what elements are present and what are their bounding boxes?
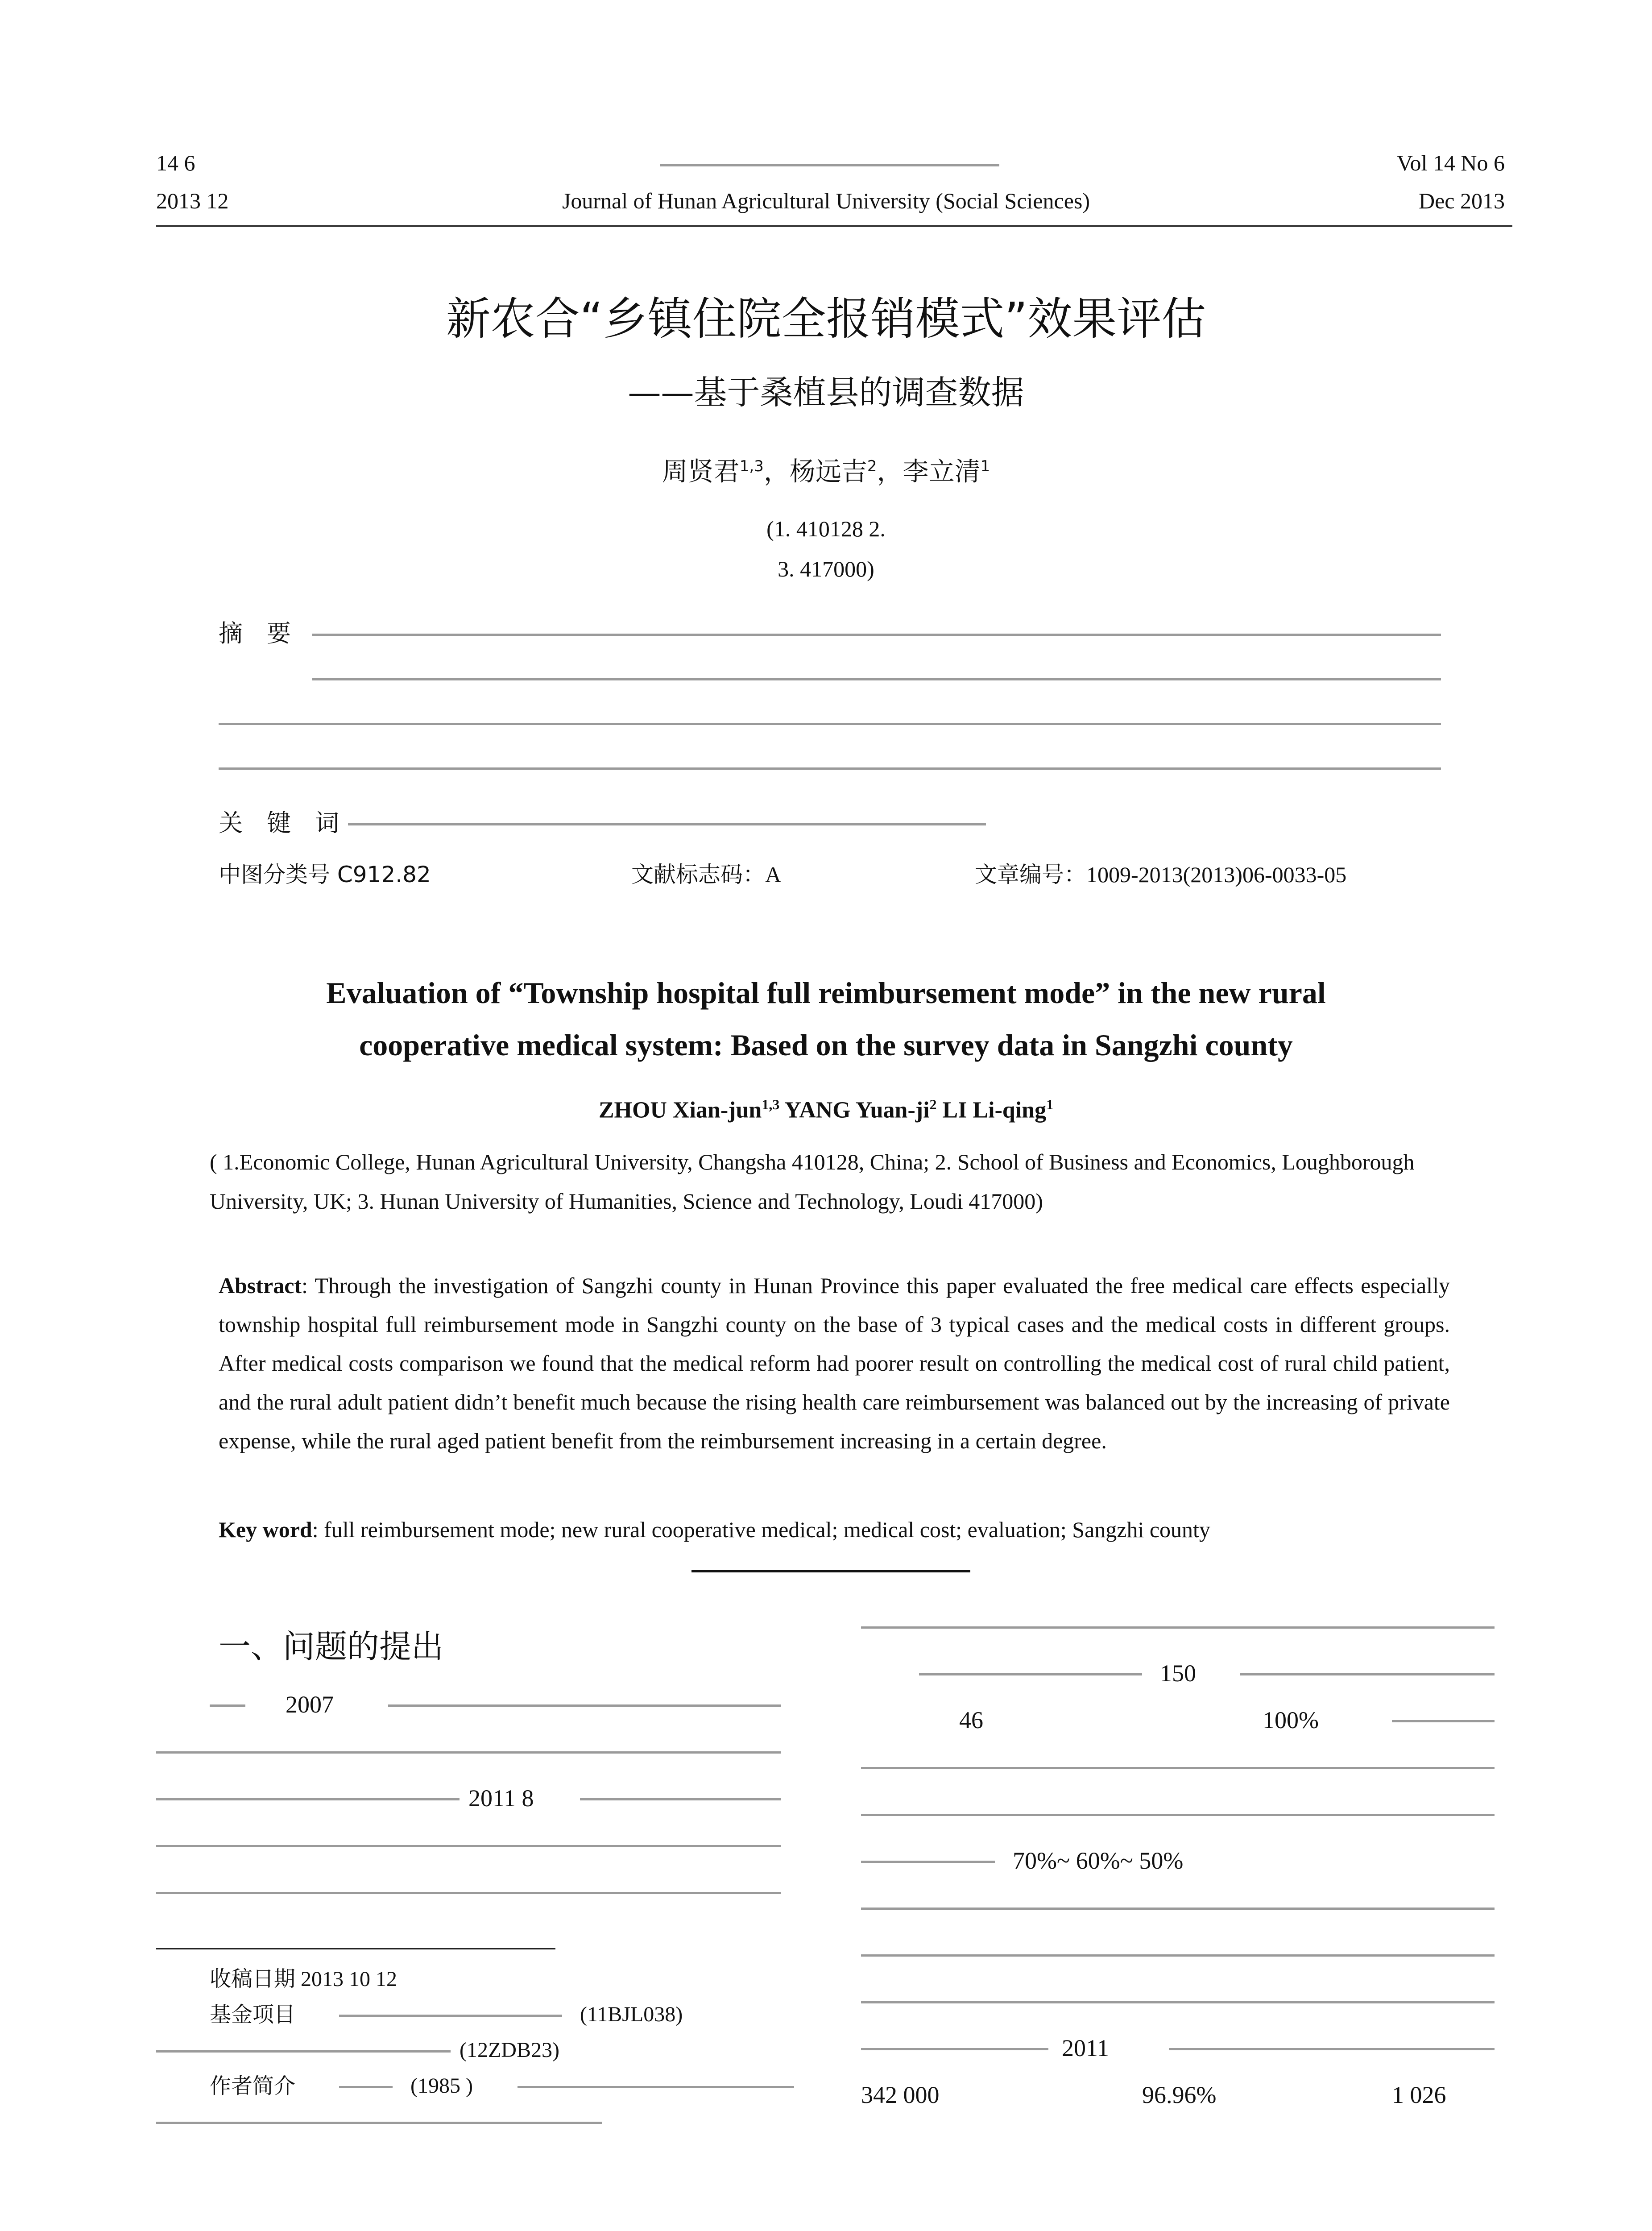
article-number <box>975 859 1346 890</box>
received-label: 收稿日期 <box>210 1966 296 1991</box>
body-unreadable <box>861 2001 1495 2003</box>
author-name: 杨远吉 <box>789 456 867 487</box>
document-code <box>631 859 781 890</box>
author-bio-unreadable <box>156 2122 602 2124</box>
fund-code-2: (12ZDB23) <box>460 2038 559 2062</box>
body-unreadable <box>1392 1720 1495 1722</box>
fund-label: 基金项目 <box>210 2002 296 2027</box>
keywords-en-label: Key word <box>219 1517 312 1542</box>
fund-unreadable <box>156 2050 451 2053</box>
article-number-value: 1009-2013(2013)06-0033-05 <box>1086 862 1347 887</box>
header-date-en: Dec 2013 <box>1419 188 1505 213</box>
right-col-number: 96.96% <box>1142 2082 1217 2108</box>
header-date-zh: 2013 12 <box>156 188 229 213</box>
body-unreadable <box>861 1626 1495 1629</box>
header-journal-zh-unreadable <box>660 164 999 166</box>
title-zh: 新农合“乡镇住院全报销模式”效果评估 <box>446 293 1206 345</box>
clc-number: 中图分类号 C912.82 <box>219 862 431 887</box>
author-name: 李立清 <box>903 456 981 487</box>
abstract-en-label: Abstract <box>219 1273 302 1298</box>
affiliation-zh-line1: (1. 410128 2. <box>766 516 886 541</box>
right-col-number: 342 000 <box>861 2082 940 2108</box>
abstract-en-text: : Through the investigation of Sangzhi county in Hunan Province this paper evaluated the free medical care effects especially township hospital full reimbursement mode in Sangzhi county on the base of 3 typical cases and the medical costs in different groups. After medical costs comparison we found that the medical reform had poorer result on controlling the medical cost of rural child patient, and the rural adult patient didn’t benefit much because the rising health care reimbursement was balanced out by the increasing of private expense, while the rural aged patient benefit from the reimbursement increasing in a certain degree. <box>219 1273 1450 1453</box>
authors-en: ZHOU Xian-jun$^{1,3}$ YANG Yuan-$ji^2$ LI Li-qing$^1$ <box>598 1096 1054 1123</box>
abstract-zh-label: 摘 要 <box>219 619 291 647</box>
affiliation-en: ( 1.Economic College, Hunan Agricultural University, Changsha 410128, China; 2. School of Business and Economics, Loughborough University, UK; 3. Hunan University of Humanities, Science and Technology, Loudi 417000) <box>210 1149 1415 1214</box>
body-unreadable <box>919 1673 1142 1675</box>
body-unreadable <box>156 1892 781 1894</box>
right-col-number: 150 <box>1160 1660 1196 1687</box>
document-code-label: 文献标志码： <box>631 862 765 887</box>
body-unreadable <box>861 2048 1048 2050</box>
body-unreadable <box>861 1861 995 1863</box>
header-rule <box>156 225 1512 227</box>
header-volume-en: Vol 14 No 6 <box>1396 150 1505 175</box>
author-bio-unreadable <box>339 2086 393 2088</box>
left-col-number: 2011 8 <box>468 1785 534 1812</box>
body-unreadable <box>861 1908 1495 1910</box>
header-volume-zh: 14 6 <box>156 150 195 175</box>
body-unreadable <box>388 1704 781 1707</box>
footnote-fund <box>210 1997 295 2033</box>
right-col-number: 70%~ 60%~ 50% <box>1013 1847 1184 1874</box>
abstract-en <box>219 1266 1450 1460</box>
body-unreadable <box>1169 2048 1495 2050</box>
author-affil-mark: 1,3 <box>739 457 764 475</box>
right-col-number: 100% <box>1263 1707 1319 1733</box>
body-unreadable <box>156 1845 781 1847</box>
footnote-received <box>210 1961 397 1997</box>
body-unreadable <box>861 1814 1495 1816</box>
abstract-zh-unreadable-line <box>312 634 1441 636</box>
right-col-number: 2011 <box>1062 2035 1109 2061</box>
body-unreadable <box>1240 1673 1495 1675</box>
affiliation-zh-line2: 3. 417000) <box>778 556 874 581</box>
left-col-number: 2007 <box>286 1691 334 1718</box>
fund-code-1: (11BJL038) <box>580 2003 683 2026</box>
author-name: 周贤君 <box>662 456 740 487</box>
author-bio-label: 作者简介 <box>210 2073 296 2098</box>
title-en-line2: cooperative medical system: Based on the survey data in Sangzhi county <box>359 1028 1293 1062</box>
body-unreadable <box>210 1704 245 1707</box>
footnote-rule <box>156 1948 555 1949</box>
body-unreadable <box>861 1767 1495 1769</box>
abstract-zh-unreadable-line <box>219 723 1441 725</box>
keywords-en-text: : full reimbursement mode; new rural cooperative medical; medical cost; evaluation; Sangzhi county <box>312 1517 1210 1542</box>
fund-unreadable <box>339 2015 562 2017</box>
body-unreadable <box>156 1798 460 1800</box>
header-journal-en: Journal of Hunan Agricultural University (Social Sciences) <box>562 188 1090 213</box>
received-date: 2013 10 12 <box>301 1967 397 1991</box>
author-affil-mark: 1 <box>980 457 990 475</box>
section1-heading: 一、问题的提出 <box>219 1628 444 1665</box>
article-number-label: 文章编号： <box>975 862 1086 887</box>
body-unreadable <box>861 1954 1495 1957</box>
author-birth-year: (1985 ) <box>410 2074 473 2098</box>
keywords-zh-unreadable <box>348 823 986 825</box>
keywords-en <box>219 1510 1450 1549</box>
document-code-value: A <box>765 862 782 887</box>
body-unreadable <box>156 1751 781 1754</box>
footnote-author <box>210 2068 295 2104</box>
abstract-zh-unreadable-line <box>312 678 1441 680</box>
author-affil-mark: 2 <box>867 457 877 475</box>
body-unreadable <box>580 1798 781 1800</box>
right-col-number: 1 026 <box>1392 2082 1446 2108</box>
abstract-zh-unreadable-line <box>219 767 1441 770</box>
keywords-zh-label: 关 键 词 <box>219 809 339 837</box>
section-divider <box>691 1570 970 1572</box>
title-en-line1: Evaluation of “Township hospital full reimbursement mode” in the new rural <box>326 976 1326 1010</box>
author-bio-unreadable <box>518 2086 794 2088</box>
authors-zh: 周贤君$^{1,3}$，杨远吉$^2$，李立清$^1$ <box>662 456 990 487</box>
subtitle-zh: ——基于桑植县的调查数据 <box>628 373 1024 412</box>
right-col-number: 46 <box>959 1707 983 1733</box>
